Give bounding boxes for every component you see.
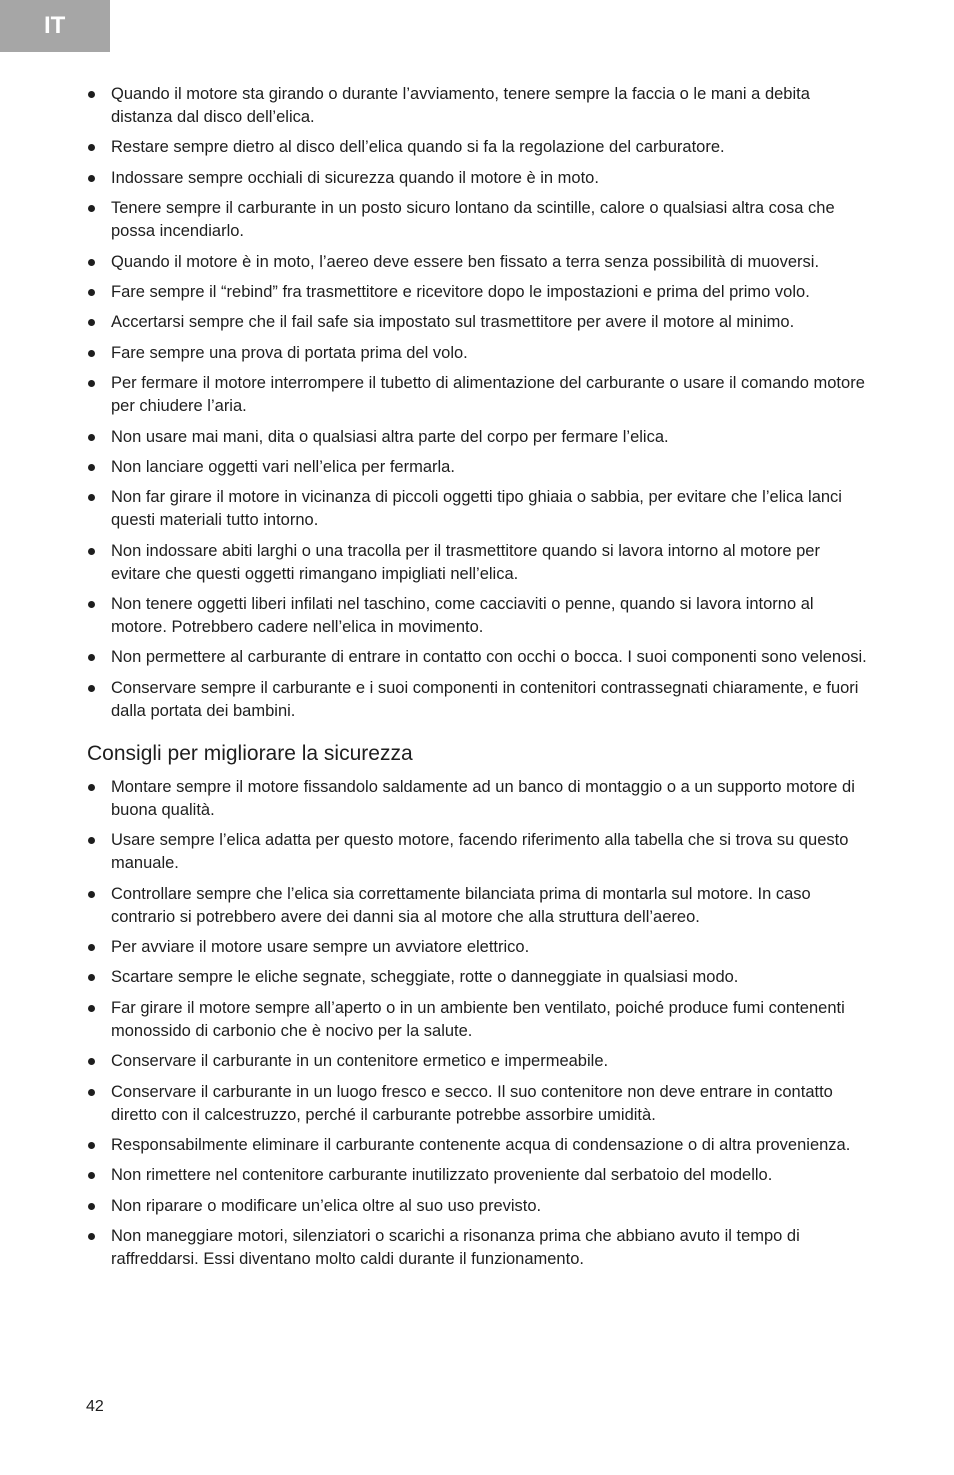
language-tab-label: IT [44, 12, 66, 39]
list-item: Tenere sempre il carburante in un posto sicuro lontano da scintille, calore o qualsiasi altra cosa che possa incendiarlo. [87, 197, 867, 243]
list-item: Per avviare il motore usare sempre un avviatore elettrico. [87, 936, 867, 959]
list-item: Non rimettere nel contenitore carburante inutilizzato proveniente dal serbatoio del modello. [87, 1164, 867, 1187]
list-item: Usare sempre l’elica adatta per questo motore, facendo riferimento alla tabella che si trova su questo manuale. [87, 829, 867, 875]
list-item: Far girare il motore sempre all’aperto o in un ambiente ben ventilato, poiché produce fumi contenenti monossido di carbonio che è nocivo per la salute. [87, 997, 867, 1043]
list-item: Scartare sempre le eliche segnate, scheggiate, rotte o danneggiate in qualsiasi modo. [87, 966, 867, 989]
list-item: Quando il motore è in moto, l’aereo deve essere ben fissato a terra senza possibilità di muoversi. [87, 251, 867, 274]
list-item: Restare sempre dietro al disco dell’elica quando si fa la regolazione del carburatore. [87, 136, 867, 159]
list-item: Non tenere oggetti liberi infilati nel taschino, come cacciaviti o penne, quando si lavora intorno al motore. Potrebbero cadere nell’elica in movimento. [87, 593, 867, 639]
list-item: Indossare sempre occhiali di sicurezza quando il motore è in moto. [87, 167, 867, 190]
list-item: Montare sempre il motore fissandolo saldamente ad un banco di montaggio o a un supporto motore di buona qualità. [87, 776, 867, 822]
list-item: Per fermare il motore interrompere il tubetto di alimentazione del carburante o usare il comando motore per chiudere l’aria. [87, 372, 867, 418]
safety-tips-list [87, 776, 867, 1271]
list-item: Controllare sempre che l’elica sia correttamente bilanciata prima di montarla sul motore. In caso contrario si potrebbero avere dei danni sia al motore che alla struttura dell’aereo. [87, 883, 867, 929]
list-item: Conservare sempre il carburante e i suoi componenti in contenitori contrassegnati chiaramente, e fuori dalla portata dei bambini. [87, 677, 867, 723]
language-tab [0, 0, 110, 52]
list-item: Non permettere al carburante di entrare in contatto con occhi o bocca. I suoi componenti sono velenosi. [87, 646, 867, 669]
list-item: Non riparare o modificare un’elica oltre al suo uso previsto. [87, 1195, 867, 1218]
list-item: Fare sempre il “rebind” fra trasmettitore e ricevitore dopo le impostazioni e prima del primo volo. [87, 281, 867, 304]
list-item: Non far girare il motore in vicinanza di piccoli oggetti tipo ghiaia o sabbia, per evitare che l’elica lanci questi materiali tutto intorno. [87, 486, 867, 532]
list-item: Quando il motore sta girando o durante l’avviamento, tenere sempre la faccia o le mani a debita distanza dal disco dell’elica. [87, 83, 867, 129]
warnings-list [87, 83, 867, 723]
page-number: 42 [86, 1398, 104, 1415]
list-item: Responsabilmente eliminare il carburante contenente acqua di condensazione o di altra provenienza. [87, 1134, 867, 1157]
page-content [87, 83, 867, 1279]
list-item: Fare sempre una prova di portata prima del volo. [87, 342, 867, 365]
list-item: Non lanciare oggetti vari nell’elica per fermarla. [87, 456, 867, 479]
list-item: Accertarsi sempre che il fail safe sia impostato sul trasmettitore per avere il motore al minimo. [87, 311, 867, 334]
list-item: Conservare il carburante in un contenitore ermetico e impermeabile. [87, 1050, 867, 1073]
list-item: Conservare il carburante in un luogo fresco e secco. Il suo contenitore non deve entrare in contatto diretto con il calcestruzzo, perché il carburante potrebbe assorbire umidità. [87, 1081, 867, 1127]
section-heading: Consigli per migliorare la sicurezza [87, 741, 413, 765]
list-item: Non indossare abiti larghi o una tracolla per il trasmettitore quando si lavora intorno al motore per evitare che questi oggetti rimangano impigliati nell’elica. [87, 540, 867, 586]
list-item: Non usare mai mani, dita o qualsiasi altra parte del corpo per fermare l’elica. [87, 426, 867, 449]
list-item: Non maneggiare motori, silenziatori o scarichi a risonanza prima che abbiano avuto il tempo di raffreddarsi. Essi diventano molto caldi durante il funzionamento. [87, 1225, 867, 1271]
